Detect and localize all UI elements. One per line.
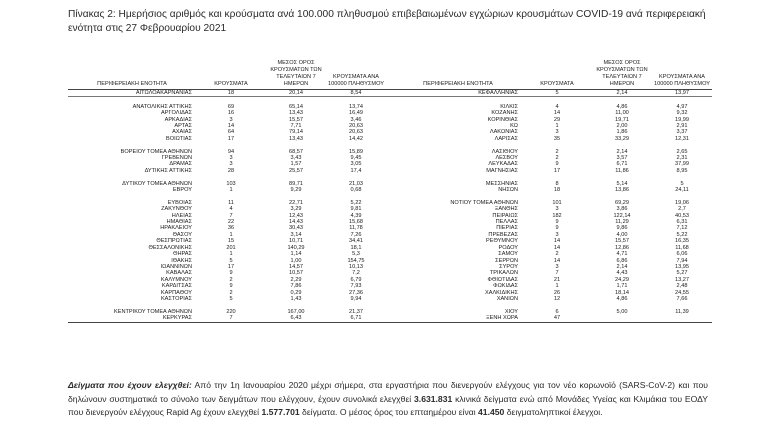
region-cell: ΤΡΙΚΑΛΩΝ <box>489 270 518 277</box>
cases-cell: 220 <box>226 308 236 315</box>
region-cell: ΑΧΑΪΑΣ <box>172 129 192 136</box>
region-cell: ΒΟΡΕΙΟΥ ΤΟΜΕΑ ΑΘΗΝΩΝ <box>120 148 192 155</box>
cases-cell: 12 <box>553 295 561 302</box>
rate-cell: 3,46 <box>350 116 362 123</box>
region-cell: ΙΘΑΚΗΣ <box>171 257 192 264</box>
avg-cell: 25,57 <box>289 167 303 174</box>
region-cell: ΑΝΑΤΟΛΙΚΗΣ ΑΤΤΙΚΗΣ <box>132 103 192 110</box>
table-spacer-row <box>68 97 712 104</box>
rate-cell: 21,03 <box>349 180 363 187</box>
region-cell: ΚΑΣΤΟΡΙΑΣ <box>160 295 192 302</box>
tests-lead: Δείγματα που έχουν ελεγχθεί: <box>68 380 192 390</box>
rate-cell: 7,12 <box>676 225 688 232</box>
header-region: ΠΕΡΙΦΕΡΕΙΑΚΗ ΕΝΟΤΗΤΑ <box>394 60 522 90</box>
avg-cell <box>592 315 652 322</box>
cases-cell: 3 <box>555 263 559 270</box>
empty-cell <box>522 97 592 104</box>
avg-cell: 7,86 <box>290 283 302 290</box>
region-cell: ΡΟΔΟΥ <box>498 244 518 251</box>
cases-cell: 2 <box>229 276 233 283</box>
tests-total-clinical: 3.631.831 <box>414 393 453 404</box>
region-cell: ΚΑΒΑΛΑΣ <box>166 270 192 277</box>
cases-cell: 29 <box>553 116 561 123</box>
region-cell: ΛΑΚΩΝΙΑΣ <box>489 129 518 136</box>
rate-cell: 2,31 <box>676 155 688 162</box>
rate-cell: 27,36 <box>349 289 363 296</box>
cases-cell: 7 <box>555 270 559 277</box>
avg-cell: 3,43 <box>290 155 302 162</box>
avg-cell: 33,29 <box>615 135 629 142</box>
avg-cell: 3,29 <box>290 206 302 213</box>
region-cell: ΧΑΛΚΙΔΙΚΗΣ <box>484 289 518 296</box>
region-cell: ΓΡΕΒΕΝΩΝ <box>161 155 192 162</box>
region-cell: ΣΑΜΟΥ <box>498 251 518 258</box>
region-cell: ΜΑΓΝΗΣΙΑΣ <box>486 167 518 174</box>
region-cell: ΘΕΣΠΡΩΤΙΑΣ <box>156 238 192 245</box>
table-row <box>68 90 712 97</box>
avg-cell: 4,00 <box>616 231 628 238</box>
avg-cell: 2,14 <box>616 263 628 270</box>
rate-cell: 4,39 <box>350 212 362 219</box>
cases-cell: 9 <box>555 161 559 168</box>
cases-cell: 18 <box>196 90 266 97</box>
region-cell: ΚΕΦΑΛΛΗΝΙΑΣ <box>394 90 522 97</box>
region-cell: ΔΥΤΙΚΗΣ ΑΤΤΙΚΗΣ <box>144 167 192 174</box>
rate-cell: 12,31 <box>675 135 689 142</box>
cases-cell: 17 <box>227 263 235 270</box>
region-cell: ΠΡΕΒΕΖΑΣ <box>488 231 518 238</box>
column-gap <box>386 90 394 97</box>
cases-cell: 4 <box>555 103 559 110</box>
avg-cell: 1,00 <box>290 257 302 264</box>
cases-cell: 5 <box>522 90 592 97</box>
region-cell: ΘΕΣΣΑΛΟΝΙΚΗΣ <box>148 244 192 251</box>
avg-cell: 122,14 <box>613 212 631 219</box>
cases-cell: 35 <box>553 135 561 142</box>
cases-cell: 14 <box>553 238 561 245</box>
cases-cell: 18 <box>553 187 561 194</box>
cases-cell: 103 <box>226 180 236 187</box>
region-cell: ΝΟΤΙΟΥ ΤΟΜΕΑ ΑΘΗΝΩΝ <box>450 199 518 206</box>
header-cases: ΚΡΟΥΣΜΑΤΑ <box>522 60 592 90</box>
region-cell: ΚΑΛΥΜΝΟΥ <box>160 276 192 283</box>
cases-cell: 7 <box>196 315 266 322</box>
avg-cell: 5,00 <box>616 308 628 315</box>
avg-cell: 89,71 <box>289 180 303 187</box>
region-cell: ΚΙΛΚΙΣ <box>500 103 518 110</box>
cases-cell: 1 <box>555 123 559 130</box>
cases-cell: 5 <box>229 295 233 302</box>
avg-cell: 9,29 <box>290 187 302 194</box>
cases-cell: 1 <box>555 283 559 290</box>
empty-cell <box>592 97 652 104</box>
region-cell: ΕΒΡΟΥ <box>172 187 192 194</box>
avg-cell: 3,86 <box>616 206 628 213</box>
avg-cell: 6,43 <box>266 315 326 322</box>
avg-cell: 4,71 <box>616 251 628 258</box>
cases-cell: 15 <box>227 238 235 245</box>
region-cell: ΚΕΝΤΡΙΚΟΥ ΤΟΜΕΑ ΑΘΗΝΩΝ <box>113 308 192 315</box>
rate-cell: 3,37 <box>676 129 688 136</box>
cases-cell: 69 <box>227 103 235 110</box>
header-rate: ΚΡΟΥΣΜΑΤΑ ΑΝΑ 100000 ΠΛΗΘΥΣΜΟΥ <box>326 60 386 90</box>
cases-cell: 3 <box>555 206 559 213</box>
avg-cell: 9,86 <box>616 225 628 232</box>
region-cell: ΘΑΣΟΥ <box>172 231 192 238</box>
cases-cell: 3 <box>229 161 233 168</box>
rate-cell: 5 <box>680 180 684 187</box>
tests-paragraph <box>68 379 708 420</box>
rate-cell: 9,45 <box>350 155 362 162</box>
region-cell: ΙΩΑΝΝΙΝΩΝ <box>160 263 192 270</box>
region-cell: ΗΡΑΚΛΕΙΟΥ <box>160 225 192 232</box>
cases-cell: 3 <box>555 129 559 136</box>
avg-cell: 13,43 <box>289 110 303 117</box>
header-avg: ΜΕΣΟΣ ΟΡΟΣ ΚΡΟΥΣΜΑΤΩΝ ΤΩΝ ΤΕΛΕΥΤΑΙΩΝ 7 ΗΜΕΡΩΝ <box>592 60 652 90</box>
region-cell: ΑΡΚΑΔΙΑΣ <box>164 116 192 123</box>
avg-cell: 19,71 <box>615 116 629 123</box>
rate-cell: 13,97 <box>652 90 712 97</box>
empty-cell <box>652 97 712 104</box>
tests-text-4: δειγματοληπτικοί έλεγχοι. <box>504 407 603 418</box>
rate-cell: 6,79 <box>350 276 362 283</box>
avg-cell: 13,86 <box>615 187 629 194</box>
tests-total-rapid: 1.577.701 <box>261 407 300 418</box>
empty-cell <box>386 97 394 104</box>
avg-cell: 2,29 <box>290 276 302 283</box>
region-cell: ΦΩΚΙΔΑΣ <box>493 283 518 290</box>
rate-cell: 13,27 <box>675 276 689 283</box>
cases-cell: 4 <box>229 206 233 213</box>
rate-cell: 0,68 <box>350 187 362 194</box>
avg-cell: 20,14 <box>266 90 326 97</box>
region-cell: ΠΕΙΡΑΙΩΣ <box>492 212 518 219</box>
region-cell: ΠΕΛΛΑΣ <box>495 219 518 226</box>
region-cell: ΑΙΤΩΛΟΑΚΑΡΝΑΝΙΑΣ <box>68 90 196 97</box>
avg-cell: 11,86 <box>615 167 629 174</box>
region-cell: ΠΙΕΡΙΑΣ <box>496 225 518 232</box>
rate-cell: 13,74 <box>349 103 363 110</box>
cases-cell: 2 <box>555 148 559 155</box>
avg-cell: 3,57 <box>616 155 628 162</box>
avg-cell: 3,14 <box>290 231 302 238</box>
rate-cell: 24,11 <box>675 187 689 194</box>
rate-cell: 5,22 <box>350 199 362 206</box>
rate-cell: 9,32 <box>676 110 688 117</box>
cases-cell: 2 <box>555 155 559 162</box>
region-cell: ΧΑΝΙΩΝ <box>496 295 518 302</box>
rate-cell: 3,05 <box>350 161 362 168</box>
rate-cell: 5,27 <box>676 270 688 277</box>
avg-cell: 0,29 <box>290 289 302 296</box>
avg-cell: 1,86 <box>616 129 628 136</box>
rate-cell: 5,3 <box>352 251 360 258</box>
avg-cell: 10,71 <box>289 238 303 245</box>
cases-cell: 28 <box>227 167 235 174</box>
region-cell: ΔΡΑΜΑΣ <box>169 161 192 168</box>
rate-cell: 2,91 <box>676 123 688 130</box>
region-cell: ΛΑΡΙΣΑΣ <box>494 135 518 142</box>
cases-cell: 14 <box>553 244 561 251</box>
cases-cell: 14 <box>553 110 561 117</box>
rate-cell: 6,06 <box>676 251 688 258</box>
cases-cell: 1 <box>229 187 233 194</box>
rate-cell: 7,2 <box>352 270 360 277</box>
region-cell: ΣΕΡΡΩΝ <box>495 257 518 264</box>
avg-cell: 2,14 <box>592 90 652 97</box>
region-cell: ΘΗΡΑΣ <box>173 251 192 258</box>
cases-cell: 1 <box>229 251 233 258</box>
cases-cell: 14 <box>227 123 235 130</box>
avg-cell: 4,86 <box>616 295 628 302</box>
region-cell: ΚΟΡΙΝΘΙΑΣ <box>487 116 518 123</box>
rate-cell: 9,81 <box>350 206 362 213</box>
cases-cell: 26 <box>553 289 561 296</box>
rate-cell: 11,39 <box>675 308 689 315</box>
avg-cell: 2,14 <box>616 148 628 155</box>
rate-cell: 17,4 <box>350 167 362 174</box>
rate-cell: 20,63 <box>349 123 363 130</box>
avg-cell: 12,43 <box>289 212 303 219</box>
region-cell: ΦΘΙΩΤΙΔΑΣ <box>487 276 518 283</box>
avg-cell: 10,57 <box>289 270 303 277</box>
rate-cell: 13,95 <box>675 263 689 270</box>
rate-cell: 19,06 <box>675 199 689 206</box>
empty-cell <box>326 97 386 104</box>
cases-cell: 21 <box>553 276 561 283</box>
cases-cell: 5 <box>229 257 233 264</box>
region-cell: ΗΜΑΘΙΑΣ <box>166 219 192 226</box>
rate-cell: 11,78 <box>349 225 363 232</box>
avg-cell: 68,57 <box>289 148 303 155</box>
region-cell: ΣΥΡΟΥ <box>499 263 518 270</box>
empty-cell <box>196 97 266 104</box>
header-rate: ΚΡΟΥΣΜΑΤΑ ΑΝΑ 100000 ΠΛΗΘΥΣΜΟΥ <box>652 60 712 90</box>
cases-cell: 7 <box>229 212 233 219</box>
covid-regional-table <box>68 60 710 323</box>
rate-cell: 7,26 <box>350 231 362 238</box>
avg-cell: 14,57 <box>289 263 303 270</box>
avg-cell: 167,00 <box>287 308 305 315</box>
empty-cell <box>68 97 196 104</box>
table-row <box>68 315 712 322</box>
rate-cell: 40,53 <box>675 212 689 219</box>
avg-cell: 13,43 <box>289 135 303 142</box>
avg-cell: 5,14 <box>616 180 628 187</box>
rate-cell: 14,42 <box>349 135 363 142</box>
region-cell: ΛΑΣΙΘΙΟΥ <box>491 148 518 155</box>
cases-cell: 36 <box>227 225 235 232</box>
cases-cell: 9 <box>555 225 559 232</box>
region-cell: ΒΟΙΩΤΙΑΣ <box>166 135 192 142</box>
cases-cell: 2 <box>555 251 559 258</box>
rate-cell: 9,94 <box>350 295 362 302</box>
cases-cell: 16 <box>227 110 235 117</box>
rate-cell: 2,48 <box>676 283 688 290</box>
avg-cell: 1,57 <box>290 161 302 168</box>
cases-cell: 3 <box>229 155 233 162</box>
empty-cell <box>266 97 326 104</box>
rate-cell: 6,31 <box>676 219 688 226</box>
rate-cell: 2,7 <box>678 206 686 213</box>
rate-cell: 7,93 <box>350 283 362 290</box>
region-cell: ΚΑΡΠΑΘΟΥ <box>160 289 192 296</box>
cases-cell: 182 <box>552 212 562 219</box>
avg-cell: 69,29 <box>615 199 629 206</box>
region-cell: ΞΕΝΗ ΧΩΡΑ <box>394 315 522 322</box>
avg-cell: 11,00 <box>615 110 629 117</box>
rate-cell: 4,97 <box>676 103 688 110</box>
cases-cell: 9 <box>229 283 233 290</box>
region-cell: ΞΑΝΘΗΣ <box>494 206 518 213</box>
region-cell: ΕΥΒΟΙΑΣ <box>167 199 192 206</box>
cases-cell: 17 <box>553 167 561 174</box>
cases-cell: 9 <box>229 270 233 277</box>
avg-cell: 18,14 <box>615 289 629 296</box>
column-gap <box>386 315 394 322</box>
avg-cell: 30,43 <box>289 225 303 232</box>
rate-cell: 5,22 <box>676 231 688 238</box>
table-caption: Πίνακας 2: Ημερήσιος αριθμός και κρούσματα ανά 100.000 πληθυσμού επιβεβαιωμένων εγχώριων κρουσμάτων COVID-19 ανά περιφερειακή ενότητα στις 27 Φεβρουαρίου 2021 <box>68 9 706 34</box>
table-header-row <box>68 60 712 90</box>
cases-cell: 201 <box>226 244 236 251</box>
avg-cell: 65,14 <box>289 103 303 110</box>
cases-cell: 94 <box>227 148 235 155</box>
avg-cell: 6,71 <box>616 161 628 168</box>
avg-cell: 24,29 <box>615 276 629 283</box>
region-cell: ΝΗΣΩΝ <box>498 187 518 194</box>
rate-cell: 7,66 <box>676 295 688 302</box>
rate-cell: 154,75 <box>347 257 365 264</box>
region-cell: ΡΕΘΥΜΝΟΥ <box>486 238 518 245</box>
avg-cell: 15,57 <box>615 238 629 245</box>
rate-cell: 10,13 <box>349 263 363 270</box>
region-cell: ΗΛΕΙΑΣ <box>171 212 192 219</box>
region-cell: ΜΕΣΣΗΝΙΑΣ <box>485 180 518 187</box>
rate-cell: 6,71 <box>326 315 386 322</box>
cases-cell: 2 <box>229 289 233 296</box>
tests-weekly-average: 41.450 <box>478 407 505 418</box>
cases-cell: 64 <box>227 129 235 136</box>
cases-cell: 3 <box>229 116 233 123</box>
region-cell: ΧΙΟΥ <box>504 308 518 315</box>
rate-cell: 15,68 <box>349 219 363 226</box>
rate-cell: 15,89 <box>349 148 363 155</box>
cases-cell: 3 <box>555 231 559 238</box>
region-cell: ΚΑΡΔΙΤΣΑΣ <box>161 283 192 290</box>
region-cell: ΑΡΓΟΛΙΔΑΣ <box>160 110 192 117</box>
rate-cell: 16,35 <box>675 238 689 245</box>
avg-cell: 1,71 <box>616 283 628 290</box>
region-cell: ΔΥΤΙΚΟΥ ΤΟΜΕΑ ΑΘΗΝΩΝ <box>122 180 192 187</box>
header-gap <box>386 60 394 90</box>
cases-cell: 11 <box>228 199 234 206</box>
cases-cell: 17 <box>227 135 235 142</box>
rate-cell: 7,94 <box>676 257 688 264</box>
rate-cell: 21,37 <box>349 308 363 315</box>
region-cell: ΛΕΥΚΑΔΑΣ <box>488 161 518 168</box>
avg-cell: 4,43 <box>616 270 628 277</box>
cases-cell: 47 <box>522 315 592 322</box>
region-cell: ΚΕΡΚΥΡΑΣ <box>68 315 196 322</box>
region-cell: ΖΑΚΥΝΘΟΥ <box>161 206 192 213</box>
avg-cell: 7,71 <box>290 123 302 130</box>
avg-cell: 4,86 <box>616 103 628 110</box>
tests-text-1: Από την 1η Ιανουαρίου 2020 μέχρι σήμερα, στα εργαστήρια που διενεργούν ελέγχους για τον νέο κορωνοϊό (SARS-CoV-2) και που δηλώνουν συστηματικά το σύνολο των δειγμάτων που ελέγχουν, έχουν συνολικά ελεγχθεί <box>68 380 708 404</box>
header-avg: ΜΕΣΟΣ ΟΡΟΣ ΚΡΟΥΣΜΑΤΩΝ ΤΩΝ ΤΕΛΕΥΤΑΙΩΝ 7 ΗΜΕΡΩΝ <box>266 60 326 90</box>
rate-cell: 2,65 <box>676 148 688 155</box>
rate-cell: 34,41 <box>349 238 363 245</box>
avg-cell: 140,29 <box>287 244 305 251</box>
empty-cell <box>394 97 522 104</box>
cases-cell: 14 <box>553 257 561 264</box>
rate-cell <box>652 315 712 322</box>
region-cell: ΑΡΤΑΣ <box>174 123 192 130</box>
cases-cell: 22 <box>227 219 235 226</box>
table-body <box>68 90 712 323</box>
region-cell: ΚΟΖΑΝΗΣ <box>491 110 518 117</box>
avg-cell: 2,00 <box>616 123 628 130</box>
tests-text-2: κλινικά δείγματα ενώ από Μονάδες Υγείας και Κλιμάκια του ΕΟΔΥ που διενεργούν ελέγχους Rapid Ag έχουν ελεγχθεί <box>68 393 708 418</box>
avg-cell: 12,86 <box>615 244 629 251</box>
avg-cell: 14,43 <box>289 219 303 226</box>
avg-cell: 79,14 <box>289 129 303 136</box>
rate-cell: 11,68 <box>675 244 689 251</box>
rate-cell: 24,55 <box>675 289 689 296</box>
cases-cell: 1 <box>229 231 233 238</box>
avg-cell: 1,14 <box>290 251 302 258</box>
header-cases: ΚΡΟΥΣΜΑΤΑ <box>196 60 266 90</box>
region-cell: ΚΩ <box>510 123 518 130</box>
avg-cell: 22,71 <box>289 199 303 206</box>
cases-cell: 8 <box>555 180 559 187</box>
rate-cell: 20,63 <box>349 129 363 136</box>
cases-cell: 6 <box>555 308 559 315</box>
rate-cell: 8,54 <box>326 90 386 97</box>
rate-cell: 18,1 <box>350 244 362 251</box>
region-cell: ΛΕΣΒΟΥ <box>495 155 518 162</box>
cases-cell: 101 <box>552 199 562 206</box>
rate-cell: 8,95 <box>676 167 688 174</box>
tests-text-3: δείγματα. Ο μέσος όρος του επταημέρου είναι <box>299 407 479 418</box>
avg-cell: 6,86 <box>616 257 628 264</box>
rate-cell: 16,49 <box>349 110 363 117</box>
cases-cell: 9 <box>555 219 559 226</box>
rate-cell: 37,99 <box>675 161 689 168</box>
avg-cell: 1,43 <box>290 295 302 302</box>
avg-cell: 15,57 <box>289 116 303 123</box>
rate-cell: 19,99 <box>675 116 689 123</box>
header-region: ΠΕΡΙΦΕΡΕΙΑΚΗ ΕΝΟΤΗΤΑ <box>68 60 196 90</box>
avg-cell: 11,29 <box>615 219 629 226</box>
